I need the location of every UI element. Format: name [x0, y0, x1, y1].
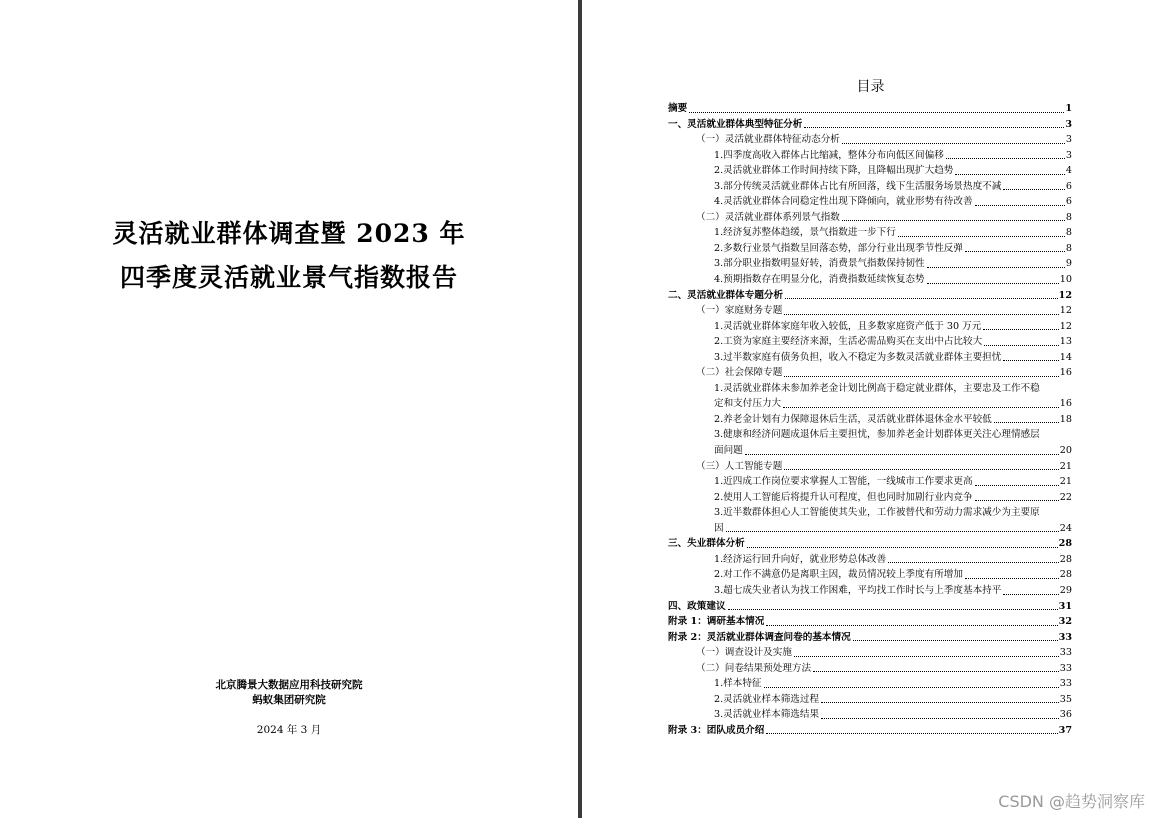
toc-page-number: 32 [1058, 616, 1072, 628]
toc-entry[interactable] [668, 645, 1072, 661]
toc-page-number: 28 [1059, 553, 1072, 565]
watermark: CSDN @趋势洞察库 [998, 792, 1145, 811]
toc-page-number: 3 [1065, 149, 1072, 161]
toc-leader-dots [1003, 360, 1058, 361]
toc-entry[interactable] [668, 630, 1072, 646]
toc-entry[interactable] [668, 723, 1072, 739]
toc-entry-label: （一）调查设计及实施 [696, 647, 792, 659]
toc-entry-label: 1.经济运行回升向好，就业形势总体改善 [714, 553, 887, 565]
toc-entry-label: 1.灵活就业群体家庭年收入较低，且多数家庭资产低于 30 万元 [714, 320, 982, 332]
toc-entry-label: 摘要 [668, 103, 688, 114]
toc-page-number: 22 [1059, 491, 1072, 503]
toc-entry-label: 1.灵活就业群体未参加养老金计划比例高于稳定就业群体，主要忠及工作不稳 [714, 382, 1040, 394]
toc-page-number: 3 [1065, 134, 1072, 146]
toc-leader-dots [804, 127, 1064, 128]
toc-page-number: 12 [1059, 320, 1072, 332]
toc-entry-label: 2.使用人工智能后将提升认可程度，但也同时加剧行业内竞争 [714, 491, 973, 503]
toc-leader-dots [728, 609, 1058, 610]
toc-leader-dots [785, 298, 1058, 299]
toc-page-number: 33 [1059, 678, 1072, 690]
toc-leader-dots [975, 500, 1059, 501]
toc-entry-label: 1.样本特征 [714, 678, 762, 690]
toc-leader-dots [764, 687, 1059, 688]
toc-entry[interactable] [668, 459, 1072, 475]
toc-leader-dots [927, 283, 1059, 284]
toc-entry-label: （三）人工智能专题 [696, 460, 783, 472]
toc-leader-dots [965, 578, 1059, 579]
toc-page-number: 4 [1065, 165, 1072, 177]
toc-entry[interactable] [668, 676, 1072, 692]
toc-page-number: 21 [1059, 476, 1072, 488]
toc-page-number: 6 [1065, 180, 1072, 192]
toc-leader-dots [784, 469, 1058, 470]
toc-leader-dots [1003, 189, 1065, 190]
toc-entry[interactable] [668, 163, 1072, 179]
toc-entry[interactable] [668, 272, 1072, 288]
toc-entry-label: 2.多数行业景气指数呈回落态势，部分行业出现季节性反弹 [714, 242, 963, 254]
toc-entry-label: 2.工资为家庭主要经济来源，生活必需品购买在支出中占比较大 [714, 336, 983, 348]
toc-leader-dots [842, 220, 1065, 221]
toc-entry[interactable] [668, 381, 1072, 412]
toc-leader-dots [813, 671, 1059, 672]
toc-leader-dots [747, 547, 1058, 548]
toc-entry-label: 2.对工作不满意仍是离职主因，裁员情况较上季度有所增加 [714, 569, 963, 581]
toc-entry[interactable] [668, 567, 1072, 583]
toc-entry[interactable] [668, 148, 1072, 164]
toc-leader-dots [975, 205, 1065, 206]
toc-leader-dots [983, 329, 1058, 330]
toc-page-number: 31 [1058, 600, 1072, 612]
toc-entry-label: 3.健康和经济问题成退休后主要担忧，参加养老金计划群体更关注心理情感层 [714, 429, 1040, 441]
toc-entry[interactable] [668, 474, 1072, 490]
toc-page-number: 16 [1059, 398, 1072, 410]
toc-entry-label: （二）社会保障专题 [696, 367, 783, 379]
toc-entry-label: 4.预期指数存在明显分化，消费指数延续恢复态势 [714, 274, 925, 286]
toc-entry-label-cont: 定和支付压力大 [714, 398, 782, 410]
toc-entry-label: 2.灵活就业群体工作时间持续下降，且降幅出现扩大趋势 [714, 165, 954, 177]
toc-entry-label: 3.超七成失业者认为找工作困难，平均找工作时长与上季度基本持平 [714, 584, 1002, 596]
toc-entry-label: 3.过半数家庭有债务负担，收入不稳定为多数灵活就业群体主要担忧 [714, 351, 1002, 363]
toc-leader-dots [783, 407, 1059, 408]
toc-entry[interactable] [668, 225, 1072, 241]
toc-page-number: 12 [1058, 289, 1072, 301]
report-title-line-2: 四季度灵活就业景气指数报告 [119, 263, 458, 292]
toc-page-number: 36 [1059, 709, 1072, 721]
publisher-org-1: 北京腾景大数据应用科技研究院 [215, 679, 363, 691]
toc-entry-label: 3.灵活就业样本筛选结果 [714, 709, 820, 721]
toc-leader-dots [965, 251, 1065, 252]
toc-leader-dots [726, 531, 1059, 532]
toc-leader-dots [745, 454, 1059, 455]
toc-page-number: 21 [1059, 460, 1072, 472]
toc-entry-label: （一）灵活就业群体特征动态分析 [696, 134, 840, 146]
toc-page-number: 18 [1059, 413, 1072, 425]
toc-entry-label: 附录 2：灵活就业群体调查问卷的基本情况 [668, 631, 851, 643]
toc-leader-dots [994, 422, 1059, 423]
toc-entry-label: （二）问卷结果预处理方法 [696, 662, 812, 674]
toc-leader-dots [955, 174, 1064, 175]
toc-page-number: 14 [1059, 351, 1072, 363]
toc-entry[interactable] [668, 490, 1072, 506]
toc-page-number: 9 [1065, 258, 1072, 270]
toc-entry-label: （一）家庭财务专题 [696, 305, 783, 317]
toc-page-number: 10 [1059, 274, 1072, 286]
toc-entry-label: 3.近半数群体担心人工智能使其失业，工作被替代和劳动力需求减少为主要原 [714, 507, 1040, 519]
toc-page-number: 8 [1065, 227, 1072, 239]
toc-entry[interactable] [668, 194, 1072, 210]
toc-page-number: 37 [1058, 724, 1072, 736]
toc-leader-dots [689, 112, 1064, 113]
toc-entry[interactable] [668, 427, 1072, 458]
toc-entry-label: 2.养老金计划有力保障退休后生活，灵活就业群体退休金水平较低 [714, 413, 992, 425]
toc-entry-label: 1.经济复苏整体趋缓，景气指数进一步下行 [714, 227, 896, 239]
toc-entry[interactable] [668, 707, 1072, 723]
toc-entry[interactable] [668, 101, 1072, 117]
toc-entry-label: 2.灵活就业样本筛选过程 [714, 693, 820, 705]
toc-leader-dots [784, 314, 1058, 315]
toc-entry[interactable] [668, 412, 1072, 428]
toc-page-number: 33 [1059, 662, 1072, 674]
toc-leader-dots [927, 267, 1065, 268]
toc-page-number: 33 [1058, 631, 1072, 643]
toc-leader-dots [898, 236, 1065, 237]
toc-leader-dots [984, 345, 1059, 346]
toc-entry[interactable] [668, 692, 1072, 708]
toc-entry[interactable] [668, 132, 1072, 148]
cover-page [0, 0, 578, 818]
toc-entry-label: 附录 1：调研基本情况 [668, 616, 765, 628]
toc-entry-label: 四、政策建议 [668, 600, 726, 612]
toc-entry-label: 三、失业群体分析 [668, 538, 745, 550]
toc-entry[interactable] [668, 319, 1072, 335]
toc-entry-label-cont: 因 [714, 522, 724, 534]
toc-entry[interactable] [668, 552, 1072, 568]
toc-page-number: 28 [1059, 569, 1072, 581]
toc-entry-label: 附录 3：团队成员介绍 [668, 724, 765, 736]
toc-entry-label: 3.部分传统灵活就业群体占比有所回落，线下生活服务场景热度不减 [714, 180, 1002, 192]
toc-page-number: 24 [1059, 522, 1072, 534]
toc-leader-dots [766, 625, 1057, 626]
toc-entry-label-cont: 面问题 [714, 445, 743, 457]
toc-page-number: 3 [1065, 118, 1072, 130]
toc-entry[interactable] [668, 256, 1072, 272]
toc-page-number: 8 [1065, 211, 1072, 223]
toc-list [668, 101, 1072, 738]
toc-heading: 目录 [856, 79, 885, 95]
toc-entry[interactable] [668, 117, 1072, 133]
toc-entry[interactable] [668, 505, 1072, 536]
toc-entry[interactable] [668, 350, 1072, 366]
toc-leader-dots [794, 656, 1059, 657]
toc-entry[interactable] [668, 210, 1072, 226]
toc-page-number: 13 [1059, 336, 1072, 348]
toc-page-number: 28 [1058, 538, 1072, 550]
toc-entry[interactable] [668, 536, 1072, 552]
toc-entry-label: 3.部分职业指数明显好转，消费景气指数保持韧性 [714, 258, 925, 270]
toc-leader-dots [821, 718, 1059, 719]
report-title-line-1: 灵活就业群体调查暨 2023 年 [112, 219, 466, 248]
toc-entry[interactable] [668, 334, 1072, 350]
toc-page-number: 12 [1059, 305, 1072, 317]
toc-page-number: 33 [1059, 647, 1072, 659]
toc-page-number: 20 [1059, 445, 1072, 457]
toc-entry[interactable] [668, 179, 1072, 195]
toc-entry-label: 1.近四成工作岗位要求掌握人工智能，一线城市工作要求更高 [714, 476, 973, 488]
toc-entry-label: （二）灵活就业群体系列景气指数 [696, 211, 840, 223]
toc-leader-dots [784, 376, 1058, 377]
toc-page-number: 16 [1059, 367, 1072, 379]
toc-entry-label: 1.四季度高收入群体占比缩减，整体分布向低区间偏移 [714, 149, 944, 161]
toc-leader-dots [766, 733, 1057, 734]
toc-entry-label: 二、灵活就业群体专题分析 [668, 289, 784, 301]
toc-entry[interactable] [668, 599, 1072, 615]
publisher-org-2: 蚂蚁集团研究院 [252, 694, 326, 706]
toc-entry[interactable] [668, 288, 1072, 304]
toc-entry-label: 一、灵活就业群体典型特征分析 [668, 118, 803, 130]
toc-page-number: 6 [1065, 196, 1072, 208]
toc-entry[interactable] [668, 303, 1072, 319]
toc-leader-dots [946, 158, 1065, 159]
toc-page-number: 29 [1059, 584, 1072, 596]
toc-page-number: 35 [1059, 693, 1072, 705]
toc-leader-dots [1003, 594, 1058, 595]
toc-leader-dots [842, 143, 1065, 144]
toc-entry[interactable] [668, 241, 1072, 257]
toc-page [582, 0, 1159, 818]
toc-leader-dots [888, 562, 1059, 563]
toc-leader-dots [975, 485, 1059, 486]
toc-page-number: 8 [1065, 242, 1072, 254]
toc-leader-dots [853, 640, 1058, 641]
toc-entry[interactable] [668, 661, 1072, 677]
toc-entry-label: 4.灵活就业群体合同稳定性出现下降倾向，就业形势有待改善 [714, 196, 973, 208]
toc-entry[interactable] [668, 614, 1072, 630]
toc-page-number: 1 [1065, 103, 1072, 114]
toc-leader-dots [821, 702, 1059, 703]
toc-entry[interactable] [668, 583, 1072, 599]
toc-entry[interactable] [668, 365, 1072, 381]
publish-date: 2024 年 3 月 [256, 724, 322, 736]
